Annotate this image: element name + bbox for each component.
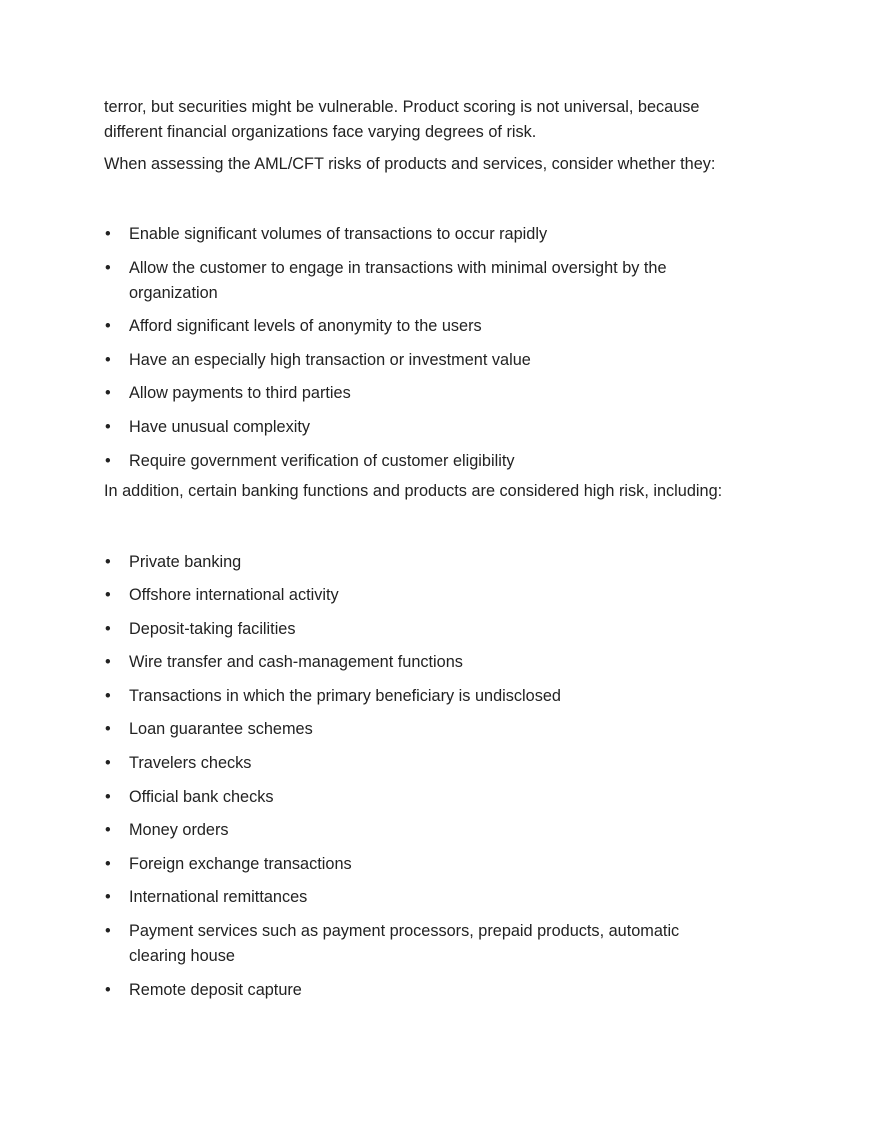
list-item-text: Transactions in which the primary beneficiary is undisclosed [129,687,561,705]
bullet-icon: • [105,922,111,940]
bullet-icon: • [105,317,111,335]
bullet-icon: • [105,384,111,402]
list-item [104,818,724,843]
bullet-icon: • [105,452,111,470]
list-item-text: Money orders [129,821,229,839]
bullet-icon: • [105,720,111,738]
bullet-icon: • [105,981,111,999]
bullet-icon: • [105,259,111,277]
list-item-text: Have an especially high transaction or investment value [129,351,531,369]
list-item [104,348,724,373]
list-item-text: Allow the customer to engage in transactions with minimal oversight by the organization [129,259,667,302]
list-item [104,550,724,575]
list-item [104,617,724,642]
list-item [104,256,724,306]
list-item-text: Travelers checks [129,754,252,772]
list-item-text: Deposit-taking facilities [129,620,296,638]
list-item-text: Require government verification of customer eligibility [129,452,515,470]
list-item-text: Official bank checks [129,788,274,806]
list-item-text: Payment services such as payment processors, prepaid products, automatic clearing house [129,922,680,965]
list-item [104,717,724,742]
list-item-text: Afford significant levels of anonymity to the users [129,317,482,335]
list-item-text: Offshore international activity [129,586,339,604]
list-item-text: International remittances [129,888,308,906]
list-item [104,684,724,709]
bullet-icon: • [105,788,111,806]
list-item [104,885,724,910]
list-item [104,415,724,440]
list-item [104,381,724,406]
paragraph: terror, but securities might be vulnerable. Product scoring is not universal, because different financial organizations face varying degrees of risk. [104,98,700,141]
list-item-text: Wire transfer and cash-management functions [129,653,463,671]
bullet-icon: • [105,225,111,243]
list-item [104,785,724,810]
list-item-text: Loan guarantee schemes [129,720,313,738]
paragraph: When assessing the AML/CFT risks of products and services, consider whether they: [104,155,716,173]
bullet-icon: • [105,351,111,369]
list-item-text: Have unusual complexity [129,418,310,436]
list-item [104,222,724,247]
bullet-icon: • [105,586,111,604]
list-item [104,751,724,776]
list-item [104,919,724,969]
list-item-text: Foreign exchange transactions [129,855,352,873]
bullet-icon: • [105,687,111,705]
list-item [104,650,724,675]
list-item [104,449,724,474]
bullet-icon: • [105,553,111,571]
bullet-icon: • [105,620,111,638]
list-item [104,583,724,608]
bullet-icon: • [105,754,111,772]
list-item-text: Enable significant volumes of transactions to occur rapidly [129,225,548,243]
bullet-icon: • [105,653,111,671]
bullet-icon: • [105,855,111,873]
list-item-text: Private banking [129,553,242,571]
list-item-text: Allow payments to third parties [129,384,351,402]
list-item [104,314,724,339]
list-item [104,978,724,1003]
bullet-icon: • [105,418,111,436]
bullet-icon: • [105,821,111,839]
list-item-text: Remote deposit capture [129,981,302,999]
list-item [104,852,724,877]
paragraph: In addition, certain banking functions and products are considered high risk, including: [104,482,723,500]
bullet-icon: • [105,888,111,906]
